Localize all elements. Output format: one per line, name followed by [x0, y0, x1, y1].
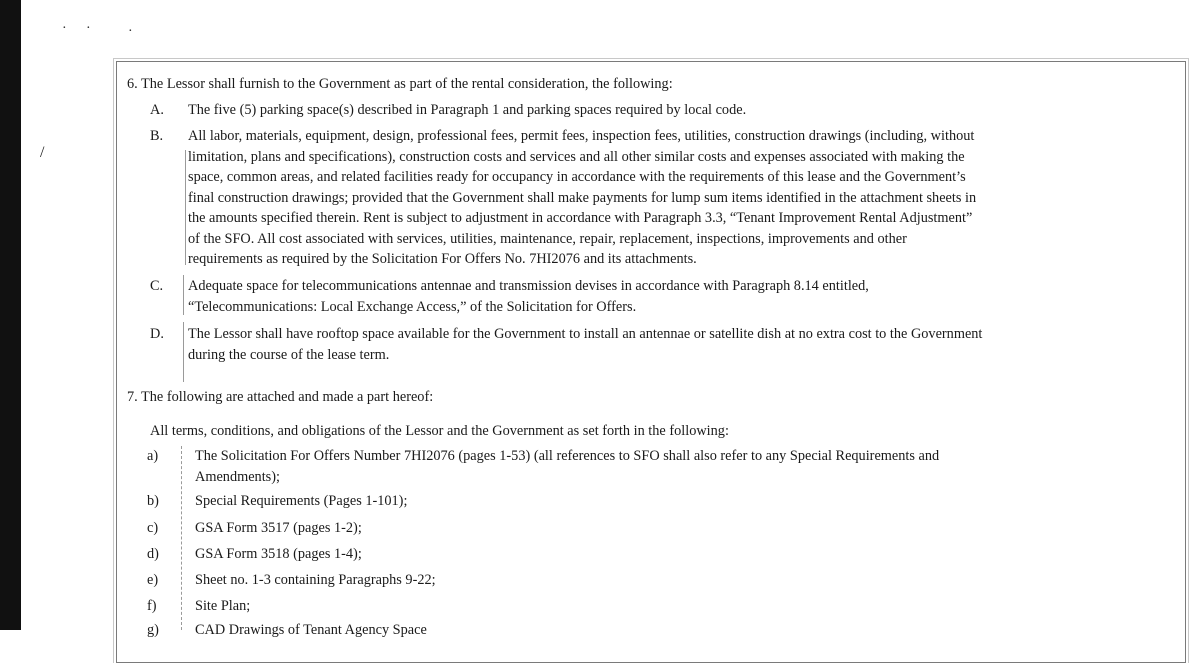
- item-label: c): [147, 520, 159, 536]
- item-text: The Solicitation For Offers Number 7HI2076 (pages 1-53) (all references to SFO shall also refer to any Special Requirements and Amendments);: [195, 448, 940, 485]
- item-text: Sheet no. 1-3 containing Paragraphs 9-22;: [195, 572, 436, 588]
- item-text: Site Plan;: [195, 598, 251, 614]
- item-label: C.: [150, 278, 164, 294]
- section-7-intro: All terms, conditions, and obligations of the Lessor and the Government as set forth in the following:: [150, 423, 729, 439]
- item-text: Special Requirements (Pages 1-101);: [195, 493, 408, 509]
- section-6-heading: 6. The Lessor shall furnish to the Government as part of the rental consideration, the following:: [127, 76, 673, 92]
- item-label: e): [147, 572, 159, 588]
- scan-speck: ·: [86, 21, 91, 36]
- item-label: a): [147, 448, 159, 464]
- item-label: g): [147, 622, 159, 638]
- item-text: GSA Form 3517 (pages 1-2);: [195, 520, 362, 536]
- section-7-heading: 7. The following are attached and made a part hereof:: [127, 389, 434, 405]
- item-label: d): [147, 546, 159, 562]
- scan-edge-bar: [0, 0, 21, 630]
- item-text: The five (5) parking space(s) described in Paragraph 1 and parking spaces required by local code.: [188, 102, 747, 118]
- scan-speck: ·: [62, 21, 67, 36]
- item-label: D.: [150, 326, 164, 342]
- scan-speck: /: [40, 144, 45, 161]
- item-text: Adequate space for telecommunications antennae and transmission devises in accordance with Paragraph 8.14 entitled, “Telecommunications: Local Exchange Access,” of the Solicitation for Offers.: [188, 278, 869, 315]
- item-text: CAD Drawings of Tenant Agency Space: [195, 622, 427, 638]
- item-label: f): [147, 598, 157, 614]
- item-text: All labor, materials, equipment, design, professional fees, permit fees, inspection fees, utilities, construction drawings (including, without limitation, plans and specifications), construction costs and services and all other similar costs and expenses associated with making the space, common areas, and related facilities ready for occupancy in accordance with the requirements of this lease and the Government’s final construction drawings; provided that the Government shall make payments for lump sum items identified in the attachment sheets in the amounts specified therein. Rent is subject to adjustment in accordance with Paragraph 3.3, “Tenant Improvement Rental Adjustment” of the SFO. All cost associated with services, utilities, maintenance, repair, replacement, inspections, improvements and other requirements as required by the Solicitation For Offers No. 7HI2076 and its attachments.: [188, 128, 977, 267]
- item-label: A.: [150, 102, 164, 118]
- revision-line: [183, 275, 184, 315]
- revision-line: [185, 150, 186, 265]
- scan-speck: ·: [128, 24, 133, 39]
- item-text: The Lessor shall have rooftop space available for the Government to install an antennae or satellite dish at no extra cost to the Government during the course of the lease term.: [188, 326, 983, 363]
- item-label: b): [147, 493, 159, 509]
- revision-line: [183, 322, 184, 382]
- item-label: B.: [150, 128, 164, 144]
- item-text: GSA Form 3518 (pages 1-4);: [195, 546, 362, 562]
